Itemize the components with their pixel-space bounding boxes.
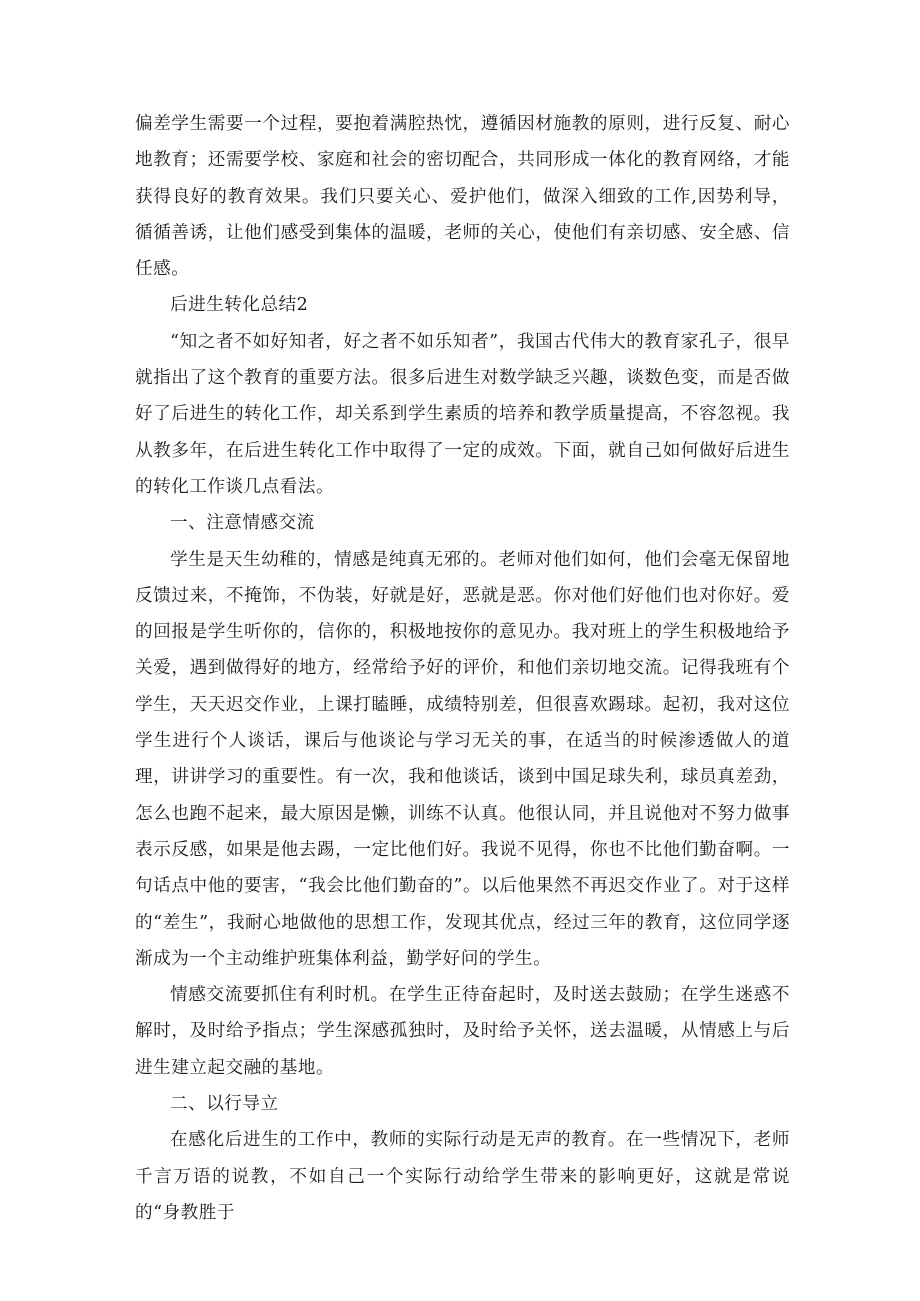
section-title-summary-2: 后进生转化总结2 [170, 295, 309, 316]
paragraph-teacher-action: 在感化后进生的工作中，教师的实际行动是无声的教育。在一些情况下，老师千言万语的说教，不如自己一个实际行动给学生带来的影响更好，这就是常说的“身教胜于 [135, 1130, 790, 1223]
paragraph-confucius-quote: “知之者不如好知者，好之者不如乐知者”，我国古代伟大的教育家孔子，很早就指出了这个教育的重要方法。很多后进生对数学缺乏兴趣，谈数色变，而是否做好了后进生的转化工作，却关系到学生素质的培养和教学质量提高，不容忽视。我从教多年，在后进生转化工作中取得了一定的成效。下面，就自己如何做好后进生的转化工作谈几点看法。 [135, 331, 790, 497]
section-heading-emotional-exchange: 一、注意情感交流 [170, 513, 315, 534]
paragraph-intro: 偏差学生需要一个过程，要抱着满腔热忱，遵循因材施教的原则，进行反复、耐心地教育；还需要学校、家庭和社会的密切配合，共同形成一体化的教育网络，才能获得良好的教育效果。我们只要关心、爱护他们，做深入细致的工作,因势利导，循循善诱，让他们感受到集体的温暖，老师的关心，使他们有亲切感、安全感、信任感。 [135, 114, 790, 280]
paragraph-student-story: 学生是天生幼稚的，情感是纯真无邪的。老师对他们如何，他们会毫无保留地反馈过来，不掩饰，不伪装，好就是好，恶就是恶。你对他们好他们也对你好。爱的回报是学生听你的，信你的，积极地按你的意见办。我对班上的学生积极地给予关爱，遇到做得好的地方，经常给予好的评价，和他们亲切地交流。记得我班有个学生，天天迟交作业，上课打瞌睡，成绩特别差，但很喜欢踢球。起初，我对这位学生进行个人谈话，课后与他谈论与学习无关的事，在适当的时候渗透做人的道理，讲讲学习的重要性。有一次，我和他谈话，谈到中国足球失利，球员真差劲，怎么也跑不起来，最大原因是懒，训练不认真。他很认同，并且说他对不努力做事表示反感，如果是他去踢，一定比他们好。我说不见得，你也不比他们勤奋啊。一句话点中他的要害，“我会比他们勤奋的”。以后他果然不再迟交作业了。对于这样的“差生”，我耐心地做他的思想工作，发现其优点，经过三年的教育，这位同学逐渐成为一个主动维护班集体利益，勤学好问的学生。 [135, 549, 790, 969]
paragraph-timing: 情感交流要抓住有利时机。在学生正待奋起时，及时送去鼓励；在学生迷惑不解时，及时给予指点；学生深感孤独时，及时给予关怀，送去温暖，从情感上与后进生建立起交融的基地。 [135, 985, 790, 1078]
section-heading-lead-by-action: 二、以行导立 [170, 1094, 279, 1115]
document-page [135, 106, 790, 1231]
